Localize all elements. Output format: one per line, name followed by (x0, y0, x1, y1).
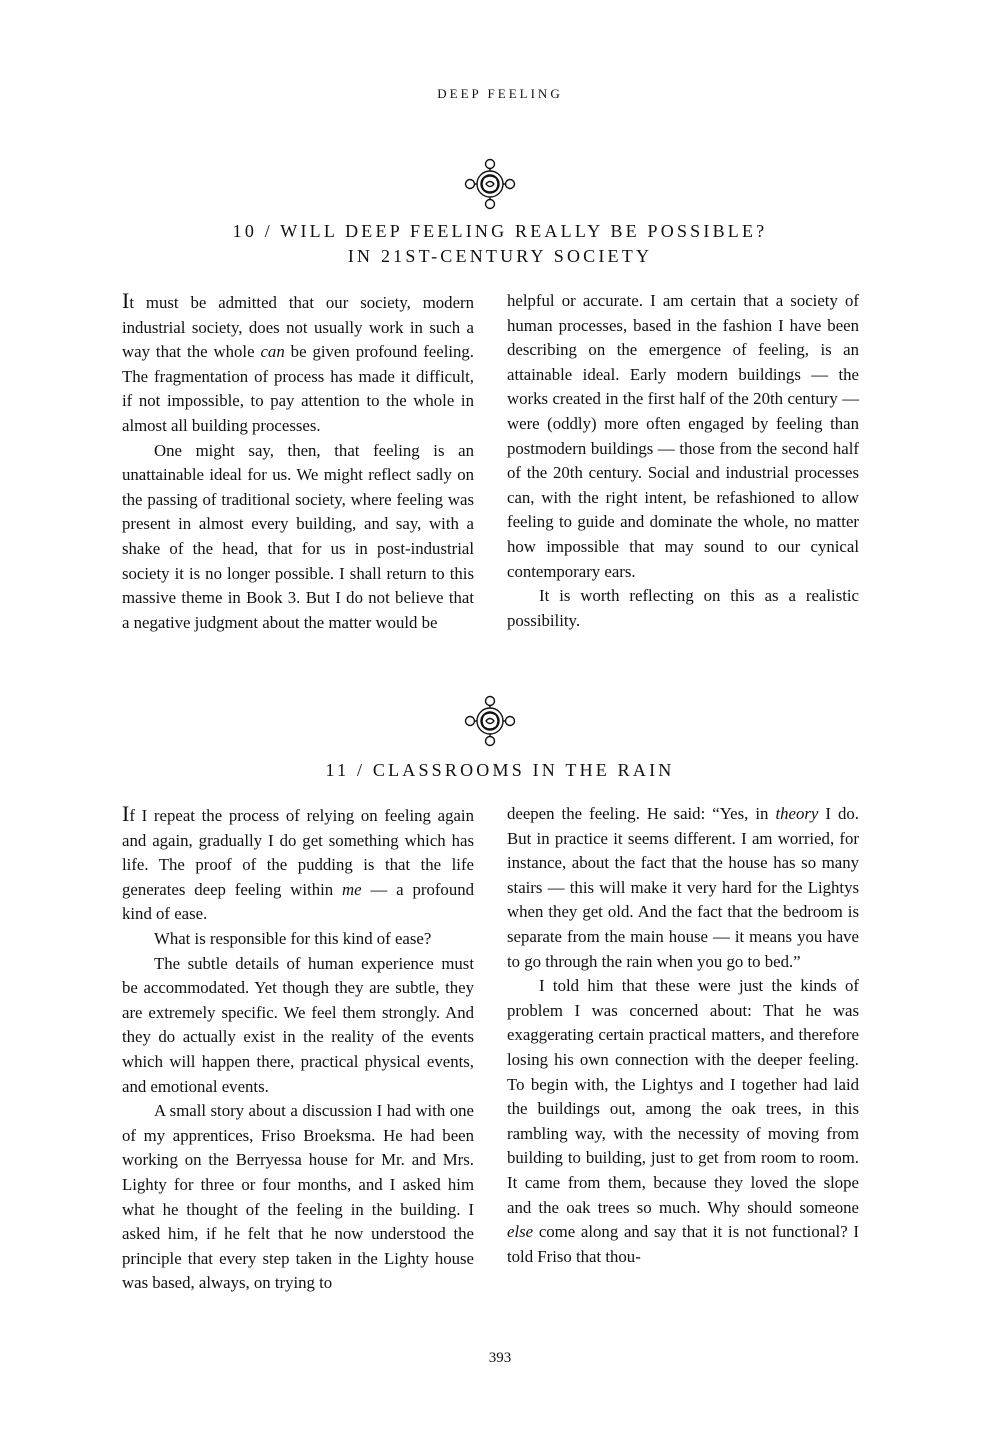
paragraph (507, 802, 859, 974)
text-run: I do. But in practice it seems different. I am worried, for instance, about the fact that the house has so many stairs — this will make it very hard for the Lightys when they get old. And the fact that the bedroom is separate from the main house — it means you have to go through the rain when you go to bed.” (507, 804, 859, 971)
paragraph (122, 802, 474, 927)
drop-cap: I (122, 801, 130, 826)
drop-cap: I (122, 288, 130, 313)
section-11-right-column (507, 802, 859, 1269)
emphasis: can (260, 342, 285, 362)
paragraph: The subtle details of human experience must be accommodated. Yet though they are subtle, they are extremely specific. We feel them strongly. And they do actually exist in the reality of the events which will happen there, practical physical events, and emotional events. (122, 953, 474, 1096)
emphasis: else (507, 1222, 534, 1242)
paragraph (507, 974, 859, 1269)
text-run: come along and say that it is not functional? I told Friso that thou- (507, 1222, 859, 1266)
text-run: — a profound kind of ease. (122, 879, 474, 924)
emphasis: me (342, 879, 362, 899)
emphasis: theory (775, 804, 819, 823)
paragraph (122, 289, 474, 439)
paragraph: What is responsible for this kind of ease? (154, 928, 432, 948)
ornament-icon (462, 693, 518, 749)
text-run: t must be admitted that our society, modern industrial society, does not usually work in such a way that the whole (122, 293, 474, 362)
paragraph: A small story about a discussion I had with one of my apprentices, Friso Broeksma. He had been working on the Berryessa house for Mr. and Mrs. Lighty for three or four months, and I asked him what he thought of the feeling in the building. I asked him, if he felt that he now understood the principle that every step taken in the Lighty house was based, always, on trying to (122, 1101, 474, 1293)
section-10-right-column (507, 289, 859, 633)
paragraph: One might say, then, that feeling is an unattainable ideal for us. We might reflect sadly on the passing of traditional society, where feeling was present in almost every building, and say, with a shake of the head, that for us in post-industrial society it is no longer possible. I shall return to this massive theme in Book 3. But I do not believe that a negative judgment about the matter would be (122, 440, 474, 632)
paragraph: It is worth reflecting on this as a realistic possibility. (507, 586, 859, 630)
section-11-title: 11 / CLASSROOMS IN THE RAIN (325, 760, 675, 780)
section-10-left-column (122, 289, 474, 635)
text-run: f I repeat the process of relying on feeling again and again, gradually I do get something which has life. The proof of the pudding is that the life generates deep feeling within (122, 806, 474, 899)
ornament-icon (462, 156, 518, 212)
text-run: be given profound feeling. The fragmentation of process has made it difficult, if not impossible, to pay attention to the whole in almost all building processes. (122, 342, 474, 435)
page-number: 393 (488, 1350, 512, 1366)
section-10-title-line1: 10 / WILL DEEP FEELING REALLY BE POSSIBLE? (232, 221, 768, 241)
running-head: DEEP FEELING (437, 86, 563, 101)
text-run: I told him that these were just the kinds of problem I was concerned about: That he was exaggerating certain practical matters, and therefore losing his own connection with the deeper feeling. To begin with, the Lightys and I together had laid the buildings out, among the oak trees, in this rambling way, with the necessity of moving from building to building, just to get from room to room. It came from them, because they loved the slope and the oak trees so much. Why should someone (507, 976, 859, 1217)
text-run: deepen the feeling. He said: “Yes, in (507, 804, 776, 823)
section-11-left-column (122, 802, 474, 1296)
section-10-title-line2: IN 21ST-CENTURY SOCIETY (347, 246, 653, 266)
paragraph: helpful or accurate. I am certain that a society of human processes, based in the fashion I have been describing on the emergence of feeling, is an attainable ideal. Early modern buildings — the works created in the first half of the 20th century — were (oddly) more often engaged by feeling than postmodern buildings — those from the second half of the 20th century. Social and industrial processes can, with the right intent, be refashioned to allow feeling to guide and dominate the whole, no matter how impossible that may sound to our cynical contemporary ears. (507, 291, 859, 581)
